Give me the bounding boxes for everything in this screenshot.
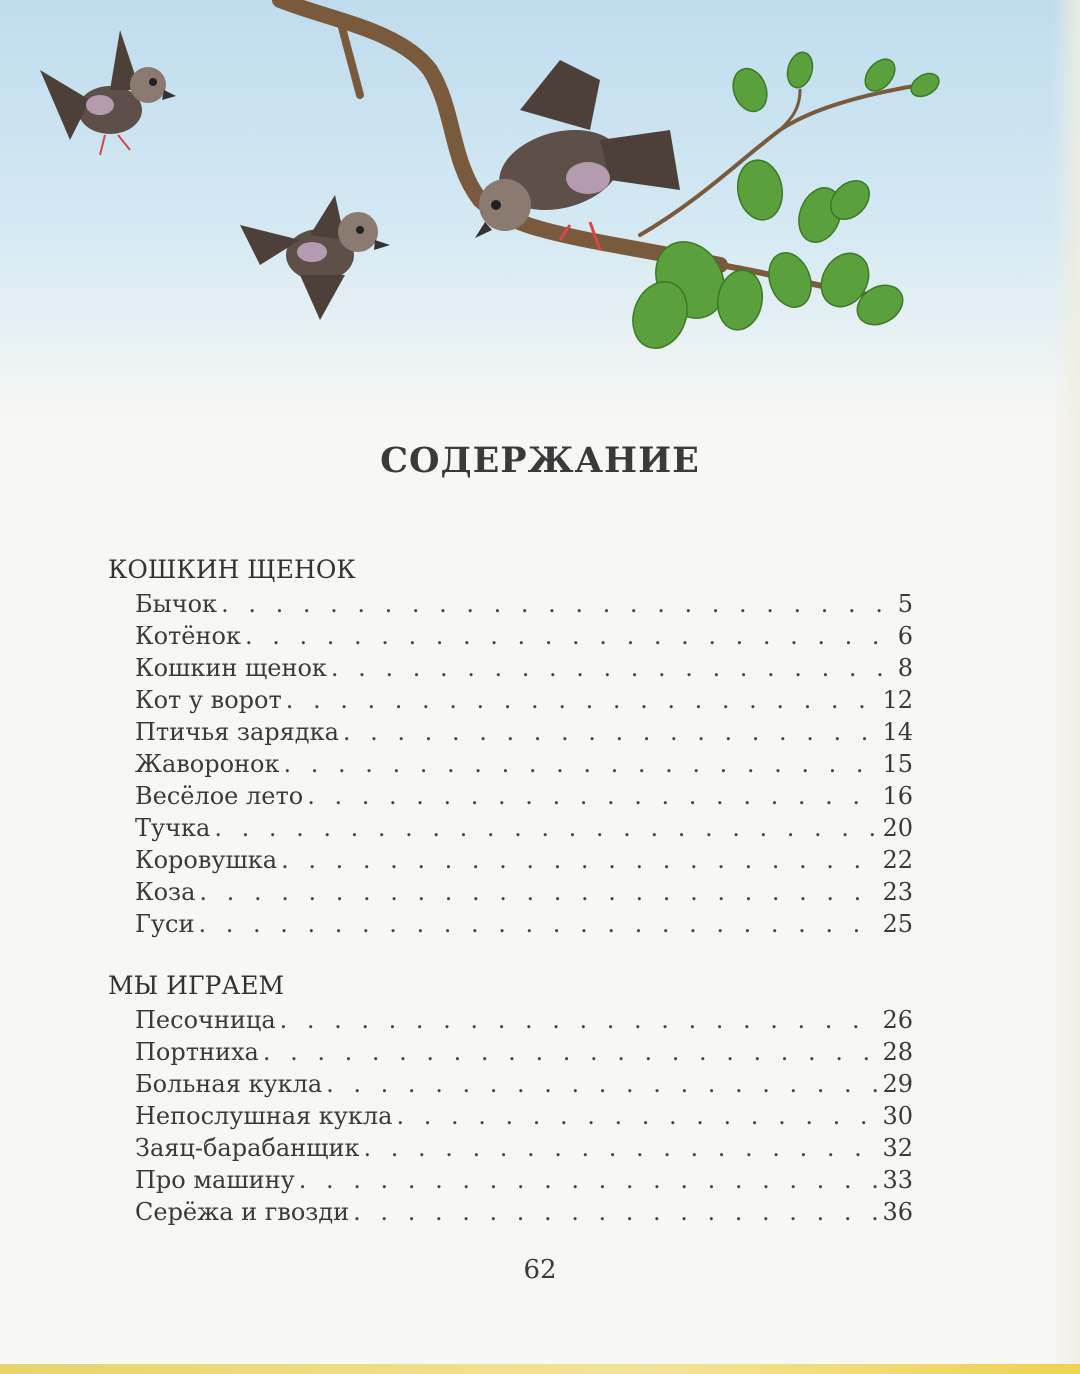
entry-page: 15 bbox=[882, 750, 913, 778]
toc-entry[interactable] bbox=[135, 652, 913, 684]
entry-page: 33 bbox=[882, 1166, 913, 1194]
dot-leader bbox=[280, 1004, 879, 1036]
toc-entry[interactable] bbox=[135, 780, 913, 812]
dot-leader bbox=[245, 620, 894, 652]
sky-background bbox=[0, 0, 1080, 420]
dot-leader bbox=[363, 1132, 878, 1164]
entry-title: Коровушка bbox=[135, 846, 278, 874]
entry-title: Кот у ворот bbox=[135, 686, 282, 714]
entry-page: 16 bbox=[882, 782, 913, 810]
dot-leader bbox=[221, 588, 894, 620]
dot-leader bbox=[353, 1196, 878, 1228]
toc-entry[interactable] bbox=[135, 1132, 913, 1164]
entry-page: 14 bbox=[882, 718, 913, 746]
entry-title: Больная кукла bbox=[135, 1070, 323, 1098]
dot-leader bbox=[198, 908, 878, 940]
toc-entry[interactable] bbox=[135, 1100, 913, 1132]
entry-page: 6 bbox=[897, 622, 913, 650]
entry-title: Коза bbox=[135, 878, 196, 906]
entry-page: 36 bbox=[882, 1198, 913, 1226]
dot-leader bbox=[396, 1100, 878, 1132]
dot-leader bbox=[263, 1036, 879, 1068]
dot-leader bbox=[331, 652, 894, 684]
toc-entry[interactable] bbox=[135, 748, 913, 780]
entry-page: 26 bbox=[882, 1006, 913, 1034]
page-title: СОДЕРЖАНИЕ bbox=[380, 440, 700, 481]
dot-leader bbox=[284, 748, 879, 780]
entry-page: 23 bbox=[882, 878, 913, 906]
entry-title: Жаворонок bbox=[135, 750, 280, 778]
toc-section bbox=[108, 968, 913, 1228]
dot-leader bbox=[214, 812, 878, 844]
toc-entry[interactable] bbox=[135, 908, 913, 940]
dot-leader bbox=[199, 876, 878, 908]
bottom-edge-strip bbox=[0, 1364, 1080, 1374]
entry-page: 25 bbox=[882, 910, 913, 938]
entry-title: Серёжа и гвозди bbox=[135, 1198, 350, 1226]
entry-page: 32 bbox=[882, 1134, 913, 1162]
entry-page: 5 bbox=[897, 590, 913, 618]
entry-page: 28 bbox=[882, 1038, 913, 1066]
toc-entry[interactable] bbox=[135, 620, 913, 652]
toc-entry[interactable] bbox=[135, 876, 913, 908]
toc-section bbox=[108, 552, 913, 940]
header-illustration bbox=[0, 0, 1080, 420]
toc-entry[interactable] bbox=[135, 1196, 913, 1228]
page-edge-shadow bbox=[1052, 0, 1080, 1374]
entry-page: 29 bbox=[882, 1070, 913, 1098]
entry-page: 22 bbox=[882, 846, 913, 874]
entry-title: Птичья зарядка bbox=[135, 718, 339, 746]
entry-title: Портниха bbox=[135, 1038, 259, 1066]
dot-leader bbox=[343, 716, 879, 748]
entry-page: 20 bbox=[882, 814, 913, 842]
entry-title: Заяц-барабанщик bbox=[135, 1134, 360, 1162]
entry-title: Кошкин щенок bbox=[135, 654, 327, 682]
dot-leader bbox=[299, 1164, 879, 1196]
toc-entry[interactable] bbox=[135, 812, 913, 844]
section-title: КОШКИН ЩЕНОК bbox=[108, 555, 356, 584]
entry-page: 12 bbox=[882, 686, 913, 714]
entry-title: Песочница bbox=[135, 1006, 276, 1034]
toc-entry[interactable] bbox=[135, 844, 913, 876]
toc-entry[interactable] bbox=[135, 1036, 913, 1068]
entry-title: Гуси bbox=[135, 910, 195, 938]
toc-entry[interactable] bbox=[135, 1164, 913, 1196]
dot-leader bbox=[286, 684, 879, 716]
section-title: МЫ ИГРАЕМ bbox=[108, 971, 285, 1000]
toc-entry[interactable] bbox=[135, 588, 913, 620]
entry-title: Тучка bbox=[135, 814, 211, 842]
entry-title: Непослушная кукла bbox=[135, 1102, 393, 1130]
toc-entry[interactable] bbox=[135, 684, 913, 716]
entry-page: 30 bbox=[882, 1102, 913, 1130]
page-number: 62 bbox=[523, 1255, 557, 1285]
entry-title: Бычок bbox=[135, 590, 218, 618]
entry-page: 8 bbox=[897, 654, 913, 682]
toc-entry[interactable] bbox=[135, 1004, 913, 1036]
entry-title: Про машину bbox=[135, 1166, 295, 1194]
toc-entry[interactable] bbox=[135, 716, 913, 748]
toc-entry[interactable] bbox=[135, 1068, 913, 1100]
entry-title: Котёнок bbox=[135, 622, 241, 650]
dot-leader bbox=[281, 844, 878, 876]
dot-leader bbox=[307, 780, 878, 812]
entry-title: Весёлое лето bbox=[135, 782, 304, 810]
dot-leader bbox=[326, 1068, 878, 1100]
